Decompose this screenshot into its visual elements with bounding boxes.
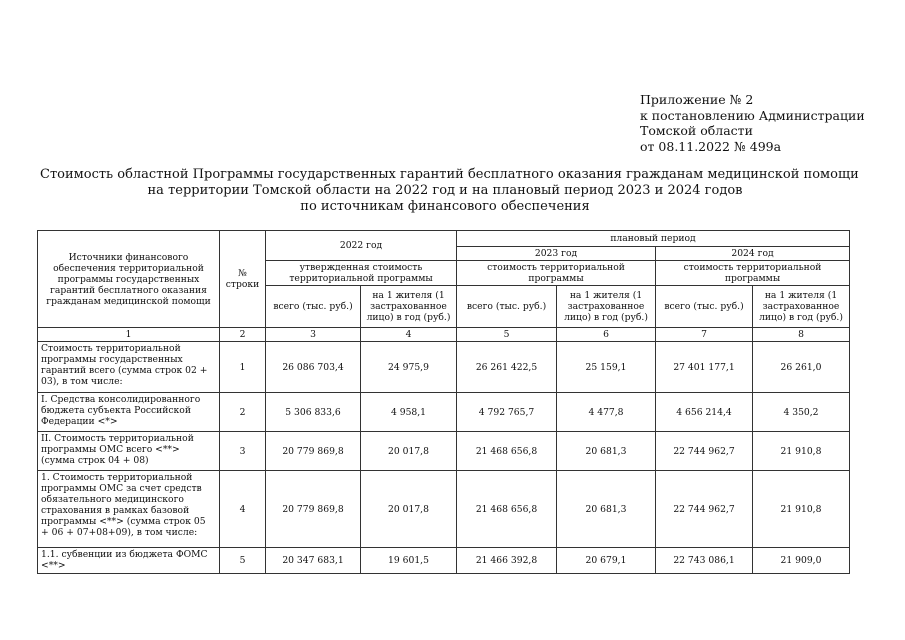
cell-value: 20 681,3 bbox=[557, 471, 656, 548]
cell-value: 5 306 833,6 bbox=[266, 393, 361, 432]
header-per-capita: на 1 жителя (1 застрахованное лицо) в год (руб.) bbox=[361, 286, 457, 328]
header-year-2022: 2022 год bbox=[266, 231, 457, 261]
header-planned-period: плановый период bbox=[457, 231, 850, 247]
table-row bbox=[38, 548, 850, 574]
title-line: по источникам финансового обеспечения bbox=[300, 199, 590, 214]
cell-value: 27 401 177,1 bbox=[656, 342, 753, 393]
row-number: 1 bbox=[220, 342, 266, 393]
column-number: 1 bbox=[38, 328, 220, 342]
row-number: 3 bbox=[220, 432, 266, 471]
header-per-capita: на 1 жителя (1 застрахованное лицо) в год (руб.) bbox=[557, 286, 656, 328]
cell-value: 19 601,5 bbox=[361, 548, 457, 574]
column-number: 2 bbox=[220, 328, 266, 342]
cell-value: 21 466 392,8 bbox=[457, 548, 557, 574]
cell-value: 26 261,0 bbox=[753, 342, 850, 393]
cell-value: 25 159,1 bbox=[557, 342, 656, 393]
cell-value: 24 975,9 bbox=[361, 342, 457, 393]
appendix-line: от 08.11.2022 № 499а bbox=[640, 138, 782, 154]
row-source: Стоимость территориальной программы государственных гарантий всего (сумма строк 02 + 03), в том числе: bbox=[38, 342, 220, 393]
cell-value: 20 017,8 bbox=[361, 471, 457, 548]
title-line: Стоимость областной Программы государственных гарантий бесплатного оказания гражданам медицинской помощи bbox=[40, 167, 859, 182]
row-source: II. Стоимость территориальной программы ОМС всего <**> (сумма строк 04 + 08) bbox=[38, 432, 220, 471]
column-number: 4 bbox=[361, 328, 457, 342]
cell-value: 21 468 656,8 bbox=[457, 432, 557, 471]
cell-value: 21 468 656,8 bbox=[457, 471, 557, 548]
cell-value: 26 086 703,4 bbox=[266, 342, 361, 393]
header-year-2023: 2023 год bbox=[457, 247, 656, 261]
row-number: 2 bbox=[220, 393, 266, 432]
header-per-capita: на 1 жителя (1 застрахованное лицо) в год (руб.) bbox=[753, 286, 850, 328]
table-row bbox=[38, 342, 850, 393]
row-source: I. Средства консолидированного бюджета субъекта Российской Федерации <*> bbox=[38, 393, 220, 432]
cost-table bbox=[37, 230, 850, 574]
header-total: всего (тыс. руб.) bbox=[656, 286, 753, 328]
cell-value: 20 017,8 bbox=[361, 432, 457, 471]
column-number: 8 bbox=[753, 328, 850, 342]
row-number: 4 bbox=[220, 471, 266, 548]
header-cost-2024: стоимость территориальной программы bbox=[656, 261, 850, 286]
column-number: 6 bbox=[557, 328, 656, 342]
cell-value: 4 958,1 bbox=[361, 393, 457, 432]
column-number: 7 bbox=[656, 328, 753, 342]
header-year-2024: 2024 год bbox=[656, 247, 850, 261]
cell-value: 4 656 214,4 bbox=[656, 393, 753, 432]
cell-value: 4 350,2 bbox=[753, 393, 850, 432]
column-number: 3 bbox=[266, 328, 361, 342]
document-title bbox=[40, 167, 859, 215]
cell-value: 22 744 962,7 bbox=[656, 432, 753, 471]
table-row bbox=[38, 393, 850, 432]
header-approved-cost: утвержденная стоимость территориальной программы bbox=[266, 261, 457, 286]
cell-value: 20 347 683,1 bbox=[266, 548, 361, 574]
appendix-line: к постановлению Администрации bbox=[640, 107, 865, 123]
row-number: 5 bbox=[220, 548, 266, 574]
appendix-line: Приложение № 2 bbox=[640, 92, 754, 107]
appendix-block bbox=[640, 92, 865, 154]
cell-value: 20 779 869,8 bbox=[266, 432, 361, 471]
header-total: всего (тыс. руб.) bbox=[266, 286, 361, 328]
row-source: 1.1. субвенции из бюджета ФОМС <**> bbox=[38, 548, 220, 574]
cell-value: 21 910,8 bbox=[753, 471, 850, 548]
cell-value: 4 792 765,7 bbox=[457, 393, 557, 432]
header-cost-2023: стоимость территориальной программы bbox=[457, 261, 656, 286]
cell-value: 20 681,3 bbox=[557, 432, 656, 471]
cell-value: 21 909,0 bbox=[753, 548, 850, 574]
header-sources: Источники финансового обеспечения территориальной программы государственных гарантий бесплатного оказания гражданам медицинской помощи bbox=[38, 231, 220, 328]
appendix-line: Томской области bbox=[640, 123, 753, 138]
cell-value: 22 744 962,7 bbox=[656, 471, 753, 548]
header-total: всего (тыс. руб.) bbox=[457, 286, 557, 328]
row-source: 1. Стоимость территориальной программы ОМС за счет средств обязательного медицинского страхования в рамках базовой программы <**> (сумма строк 05 + 06 + 07+08+09), в том числе: bbox=[38, 471, 220, 548]
header-row-no: № строки bbox=[220, 231, 266, 328]
cell-value: 26 261 422,5 bbox=[457, 342, 557, 393]
cell-value: 4 477,8 bbox=[557, 393, 656, 432]
cell-value: 21 910,8 bbox=[753, 432, 850, 471]
cell-value: 22 743 086,1 bbox=[656, 548, 753, 574]
table-row bbox=[38, 432, 850, 471]
title-line: на территории Томской области на 2022 год и на плановый период 2023 и 2024 годов bbox=[147, 183, 743, 198]
cell-value: 20 779 869,8 bbox=[266, 471, 361, 548]
cell-value: 20 679,1 bbox=[557, 548, 656, 574]
column-number: 5 bbox=[457, 328, 557, 342]
table-row bbox=[38, 471, 850, 548]
